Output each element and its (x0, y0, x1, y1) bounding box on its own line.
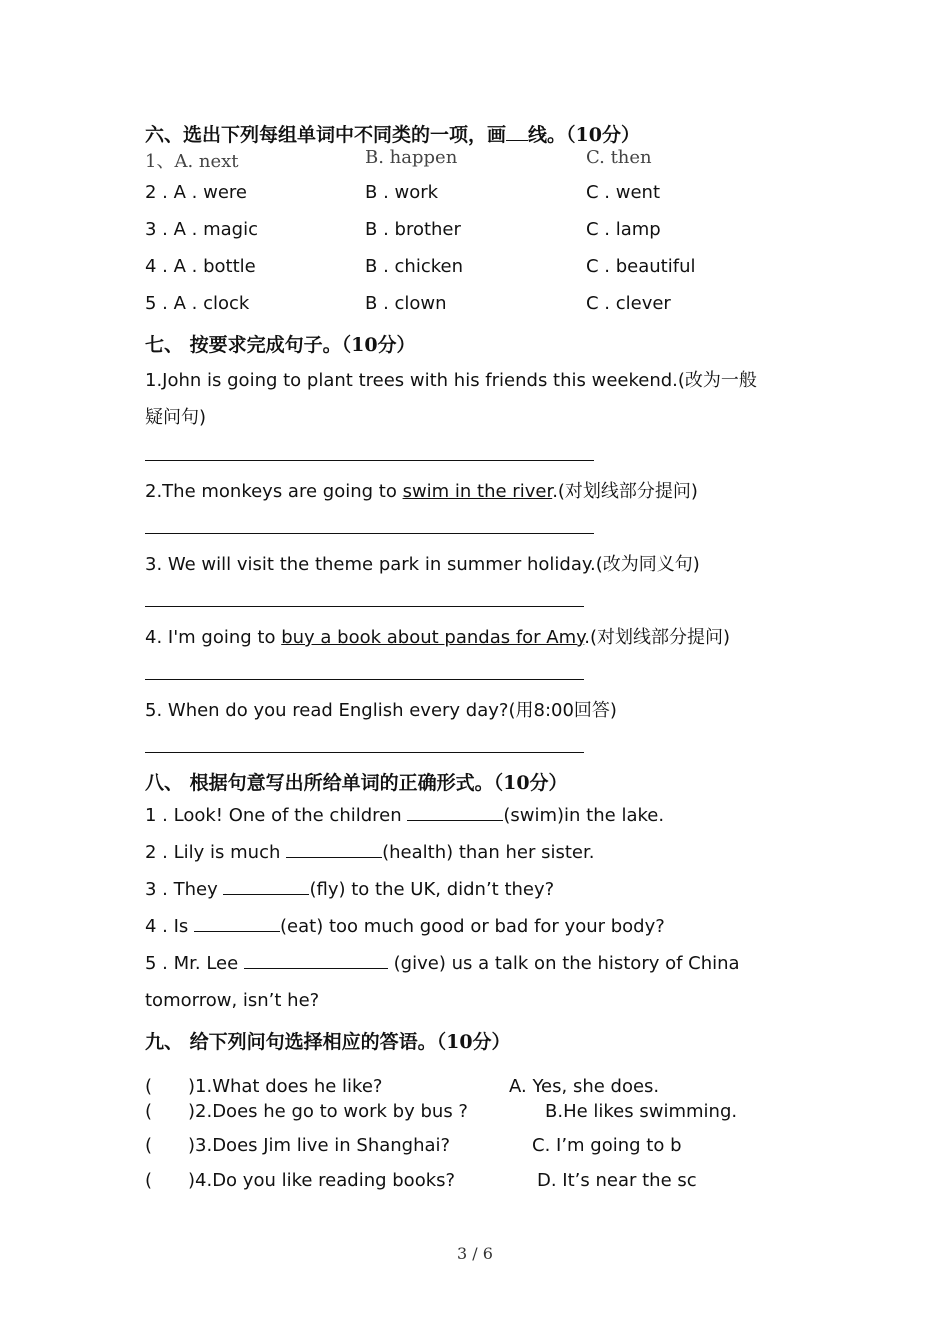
s7-q2-pre: 2.The monkeys are going to (145, 481, 403, 502)
title-blank (506, 139, 528, 141)
s7-q2-underlined: swim in the river (402, 481, 553, 502)
section-6-title-part1: 六、选出下列每组单词中不同类的一项，画 (145, 124, 507, 146)
s7-q1-line1: 1.John is going to plant trees with his friends this weekend.(改为一般 (145, 370, 757, 391)
s9-r3-answer: C. I’m going to b (532, 1135, 682, 1156)
s6-r4-a: 4 . A . bottle (145, 256, 256, 277)
answer-line-2[interactable] (145, 533, 594, 534)
s7-q5: 5. When do you read English every day?(用8:00回答) (145, 700, 617, 721)
section-8-title: 八、 根据句意写出所给单词的正确形式。（10分） (145, 772, 568, 794)
s8-q5-pre: 5 . Mr. Lee (145, 953, 244, 974)
s6-r5-b: B . clown (365, 293, 447, 314)
s6-r3-b: B . brother (365, 219, 461, 240)
s8-q2 (145, 842, 594, 863)
s9-r4-answer: D. It’s near the sc (537, 1170, 697, 1191)
s6-r1-b: B. happen (365, 147, 458, 168)
s7-q4-underlined: buy a book about pandas for Amy (281, 627, 585, 648)
s8-q1-post: (swim)in the lake. (503, 805, 665, 826)
section-7-title: 七、 按要求完成句子。（10分） (145, 334, 416, 356)
s9-r4-paren[interactable]: ( (145, 1170, 153, 1191)
s9-r1-question: )1.What does he like? (188, 1076, 383, 1097)
s9-r1-paren[interactable]: ( (145, 1076, 153, 1097)
s6-r2-c: C . went (586, 182, 660, 203)
s6-r3-a: 3 . A . magic (145, 219, 258, 240)
s7-q2 (145, 477, 698, 503)
section-6-title-part2: 线。（10分） (528, 124, 640, 146)
answer-line-3[interactable] (145, 606, 584, 607)
s8-q5 (145, 953, 740, 974)
s6-r4-b: B . chicken (365, 256, 463, 277)
s7-q4-pre: 4. I'm going to (145, 627, 282, 648)
s8-q2-pre: 2 . Lily is much (145, 842, 287, 863)
s9-r1-answer: A. Yes, she does. (509, 1076, 660, 1097)
s8-q5-line2: tomorrow, isn’t he? (145, 990, 320, 1011)
page-number: 3 / 6 (457, 1244, 493, 1263)
s9-r3-paren[interactable]: ( (145, 1135, 153, 1156)
s9-r2-question: )2.Does he go to work by bus ? (188, 1101, 468, 1122)
s8-q4 (145, 916, 665, 937)
s6-r1-c: C. then (586, 147, 652, 168)
s7-q1-line2: 疑问句) (145, 407, 207, 428)
s6-r4-c: C . beautiful (586, 256, 696, 277)
s7-q4-post: .(对划线部分提问) (584, 627, 731, 648)
s8-q3-blank[interactable] (223, 893, 309, 895)
s8-q5-blank[interactable] (244, 967, 388, 969)
s6-r3-c: C . lamp (586, 219, 661, 240)
s8-q3 (145, 879, 554, 900)
s9-r3-question: )3.Does Jim live in Shanghai? (188, 1135, 451, 1156)
s7-q2-post: .(对划线部分提问) (552, 481, 698, 502)
s8-q3-pre: 3 . They (145, 879, 224, 900)
section-9-title: 九、 给下列问句选择相应的答语。（10分） (145, 1031, 511, 1053)
s8-q3-post: (fly) to the UK, didn’t they? (309, 879, 555, 900)
s7-q4 (145, 623, 730, 649)
s8-q1-blank[interactable] (407, 819, 503, 821)
answer-line-4[interactable] (145, 679, 584, 680)
s8-q1-pre: 1 . Look! One of the children (145, 805, 408, 826)
answer-line-1[interactable] (145, 460, 594, 461)
s9-r2-answer: B.He likes swimming. (545, 1101, 738, 1122)
s9-r2-paren[interactable]: ( (145, 1101, 153, 1122)
s7-q3: 3. We will visit the theme park in summer holiday.(改为同义句) (145, 554, 700, 575)
s9-r4-question: )4.Do you like reading books? (188, 1170, 456, 1191)
s8-q1 (145, 805, 664, 826)
s8-q2-post: (health) than her sister. (382, 842, 595, 863)
s6-r5-c: C . clever (586, 293, 671, 314)
s6-r2-b: B . work (365, 182, 439, 203)
s8-q4-blank[interactable] (194, 930, 280, 932)
s6-r1-a: 1、A. next (145, 151, 239, 172)
answer-line-5[interactable] (145, 752, 584, 753)
s8-q4-post: (eat) too much good or bad for your body? (280, 916, 665, 937)
s6-r5-a: 5 . A . clock (145, 293, 250, 314)
s6-r2-a: 2 . A . were (145, 182, 247, 203)
section-6-title (145, 120, 640, 147)
s8-q2-blank[interactable] (286, 856, 382, 858)
s8-q5-post: (give) us a talk on the history of China (387, 953, 740, 974)
s8-q4-pre: 4 . Is (145, 916, 195, 937)
